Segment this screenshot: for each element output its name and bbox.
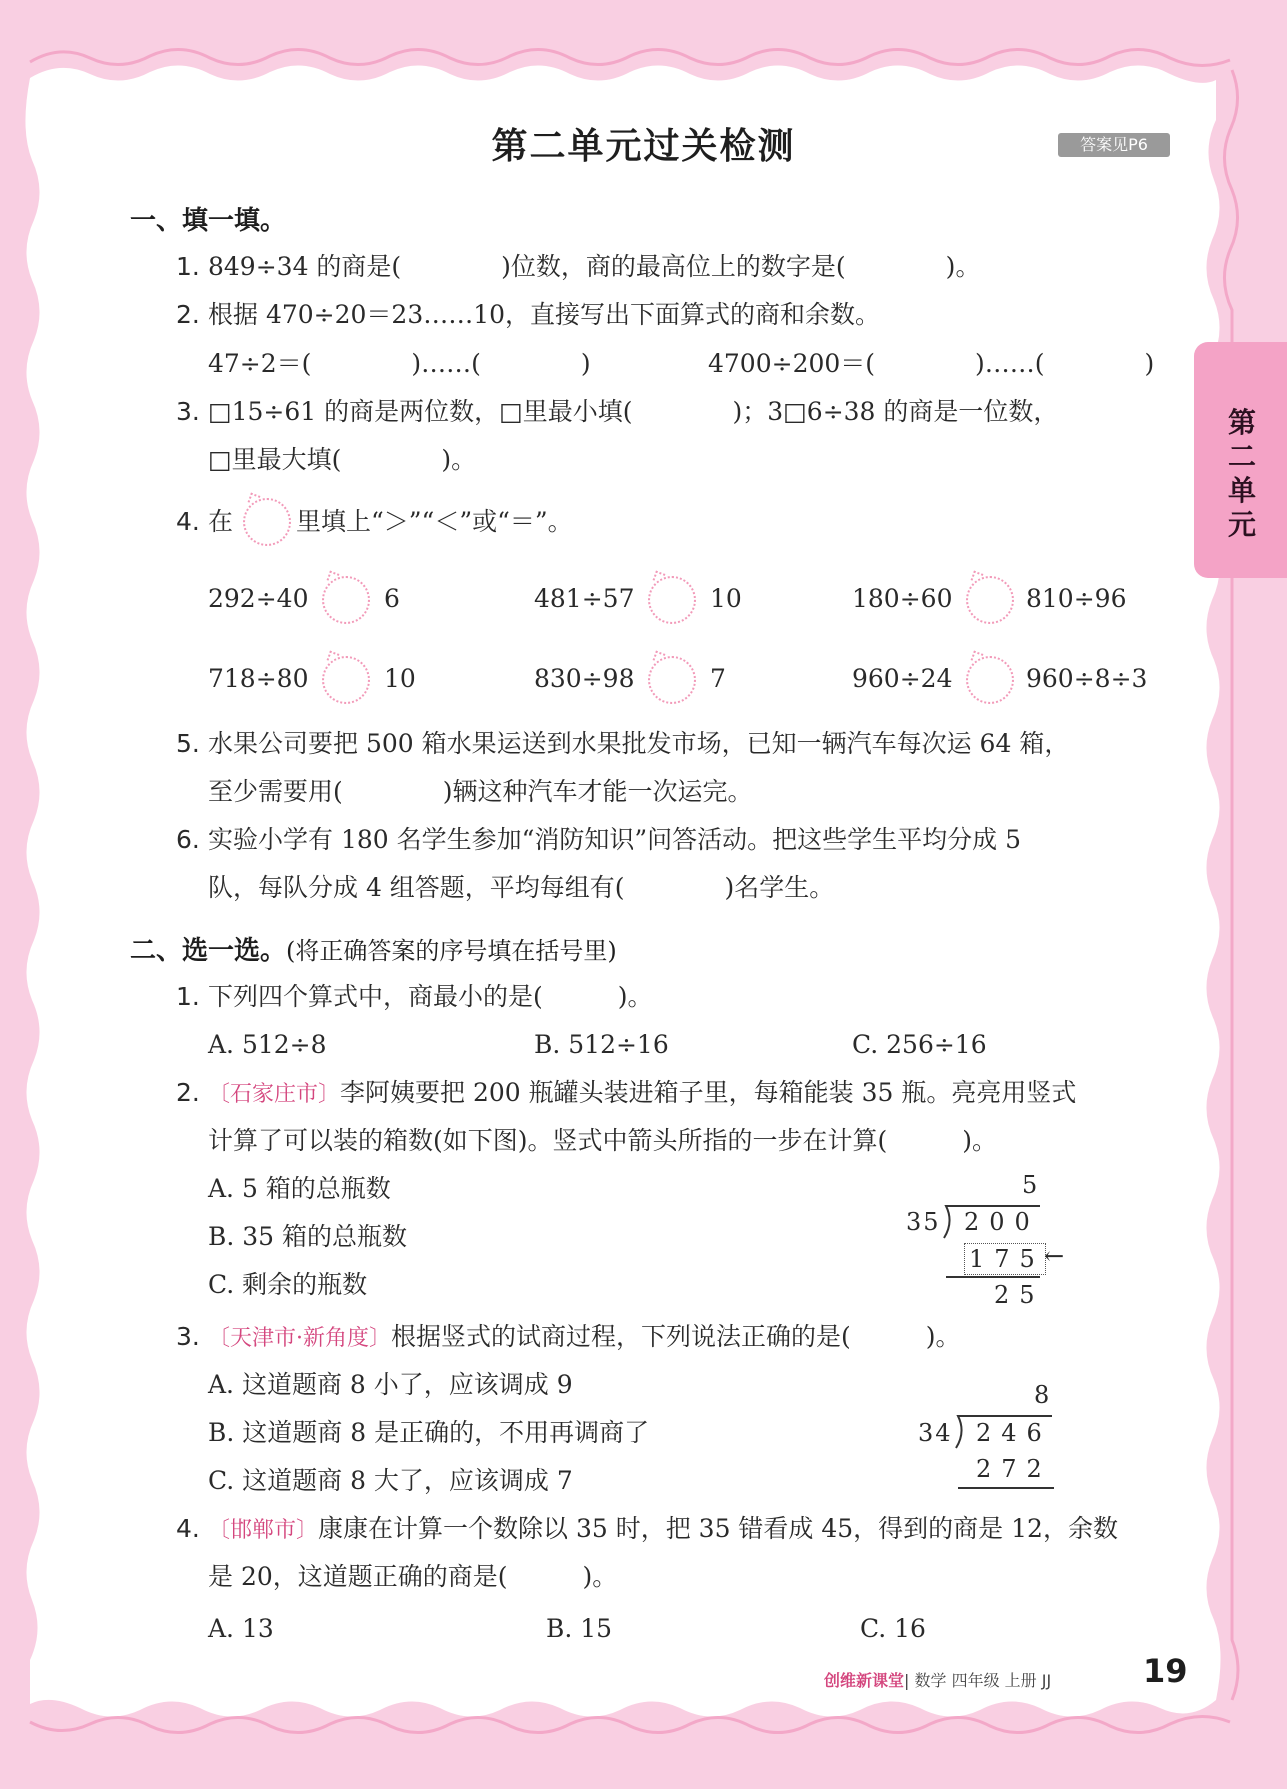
division-product: 175 (964, 1243, 1046, 1275)
question-text: 实验小学有 180 名学生参加“消防知识”问答活动。把这些学生平均分成 5 (208, 825, 1022, 854)
compare-circle-icon[interactable] (966, 576, 1014, 624)
compare-right: 7 (710, 664, 726, 693)
question-number: 1. (176, 252, 200, 281)
option-b[interactable]: B. 15 (546, 1614, 613, 1643)
question-number: 1. (176, 982, 200, 1011)
question-text (208, 1320, 961, 1356)
question-text: 水果公司要把 500 箱水果运送到水果批发市场，已知一辆汽车每次运 64 箱， (208, 729, 1070, 758)
option-c[interactable]: C. 16 (860, 1614, 926, 1643)
division-divisor: 35 (906, 1208, 941, 1236)
option-a[interactable]: A. 这道题商 8 小了，应该调成 9 (208, 1370, 573, 1399)
division-product: 272 (976, 1455, 1052, 1483)
division-dividend: 246 (976, 1419, 1052, 1447)
page-title: 第二单元过关检测 (491, 126, 796, 167)
option-c[interactable]: C. 256÷16 (852, 1030, 987, 1059)
question-text: 下列四个算式中，商最小的是( )。 (208, 982, 653, 1011)
question-body: 根据竖式的试商过程，下列说法正确的是( )。 (391, 1322, 961, 1351)
question-body: 康康在计算一个数除以 35 时，把 35 错看成 45，得到的商是 12，余数 (318, 1514, 1118, 1543)
arrow-icon: ← (1044, 1242, 1065, 1270)
division-remainder: 25 (994, 1281, 1045, 1309)
question-text-continued: □里最大填( )。 (208, 445, 477, 474)
compare-right: 960÷8÷3 (1026, 664, 1148, 693)
question-text: □15÷61 的商是两位数，□里最小填( )；3□6÷38 的商是一位数， (208, 397, 1059, 426)
option-a[interactable]: A. 512÷8 (208, 1030, 327, 1059)
option-b[interactable]: B. 这道题商 8 是正确的，不用再调商了 (208, 1418, 650, 1447)
section-heading-text: 二、选一选。 (130, 936, 287, 966)
compare-left: 180÷60 (852, 584, 953, 613)
unit-side-tab-label: 第二单元 (1227, 406, 1256, 541)
expression: 47÷2＝( )……( ) (208, 349, 591, 378)
compare-left: 292÷40 (208, 584, 309, 613)
footer-brand: 创维新课堂 (824, 1671, 905, 1690)
compare-right: 10 (710, 584, 742, 613)
question-text: 里填上“＞”“＜”或“＝”。 (296, 507, 573, 536)
question-number: 5. (176, 729, 200, 758)
question-number: 4. (176, 507, 200, 536)
region-tag: 〔邯郸市〕 (208, 1518, 319, 1543)
compare-circle-icon[interactable] (322, 576, 370, 624)
question-number: 3. (176, 1322, 200, 1351)
question-text-continued: 是 20，这道题正确的商是( )。 (208, 1562, 618, 1591)
answer-reference-badge: 答案见P6 (1058, 133, 1170, 157)
page-number: 19 (1143, 1652, 1188, 1690)
question-text: 849÷34 的商是( )位数，商的最高位上的数字是( )。 (208, 252, 981, 281)
question-body: 李阿姨要把 200 瓶罐头装进箱子里，每箱能装 35 瓶。亮亮用竖式 (340, 1078, 1077, 1107)
compare-right: 6 (384, 584, 400, 613)
compare-circle-icon[interactable] (322, 656, 370, 704)
question-text-continued: 队，每队分成 4 组答题，平均每组有( )名学生。 (208, 873, 835, 902)
option-c[interactable]: C. 这道题商 8 大了，应该调成 7 (208, 1466, 573, 1495)
question-text (208, 1512, 1118, 1548)
question-number: 6. (176, 825, 200, 854)
compare-left: 830÷98 (534, 664, 635, 693)
division-rule (946, 1276, 1040, 1278)
division-rule (958, 1487, 1054, 1489)
question-number: 4. (176, 1514, 200, 1543)
compare-circle-icon[interactable] (966, 656, 1014, 704)
expression: 4700÷200＝( )……( ) (708, 349, 1155, 378)
division-divisor: 34 (918, 1419, 953, 1447)
footer-subject: | 数学 四年级 上册 JJ (904, 1671, 1052, 1690)
option-b[interactable]: B. 512÷16 (534, 1030, 669, 1059)
question-text: 根据 470÷20＝23……10，直接写出下面算式的商和余数。 (208, 300, 881, 329)
division-quotient: 8 (1034, 1381, 1060, 1409)
question-text (208, 1076, 1076, 1112)
option-a[interactable]: A. 5 箱的总瓶数 (208, 1174, 391, 1203)
division-quotient: 5 (1022, 1171, 1048, 1199)
compare-circle-icon[interactable] (648, 656, 696, 704)
footer-info (824, 1668, 1051, 1691)
compare-circle-icon (243, 498, 291, 546)
section-heading-fill: 一、填一填。 (130, 206, 287, 236)
compare-right: 10 (384, 664, 416, 693)
compare-left: 960÷24 (852, 664, 953, 693)
compare-circle-icon[interactable] (648, 576, 696, 624)
option-c[interactable]: C. 剩余的瓶数 (208, 1270, 368, 1299)
question-number: 3. (176, 397, 200, 426)
unit-side-tab (1194, 342, 1287, 578)
option-a[interactable]: A. 13 (208, 1614, 274, 1643)
region-tag: 〔天津市·新角度〕 (208, 1326, 391, 1351)
compare-right: 810÷96 (1026, 584, 1127, 613)
option-b[interactable]: B. 35 箱的总瓶数 (208, 1222, 408, 1251)
section-heading-note: (将正确答案的序号填在括号里) (286, 937, 617, 965)
question-text-continued: 计算了可以装的箱数(如下图)。竖式中箭头所指的一步在计算( )。 (208, 1126, 998, 1155)
question-number: 2. (176, 1078, 200, 1107)
question-text-continued: 至少需要用( )辆这种汽车才能一次运完。 (208, 777, 753, 806)
compare-left: 481÷57 (534, 584, 635, 613)
section-heading-choose (130, 930, 617, 967)
question-number: 2. (176, 300, 200, 329)
division-dividend: 200 (964, 1208, 1040, 1236)
question-text: 在 (208, 507, 234, 536)
region-tag: 〔石家庄市〕 (208, 1082, 341, 1107)
compare-left: 718÷80 (208, 664, 309, 693)
